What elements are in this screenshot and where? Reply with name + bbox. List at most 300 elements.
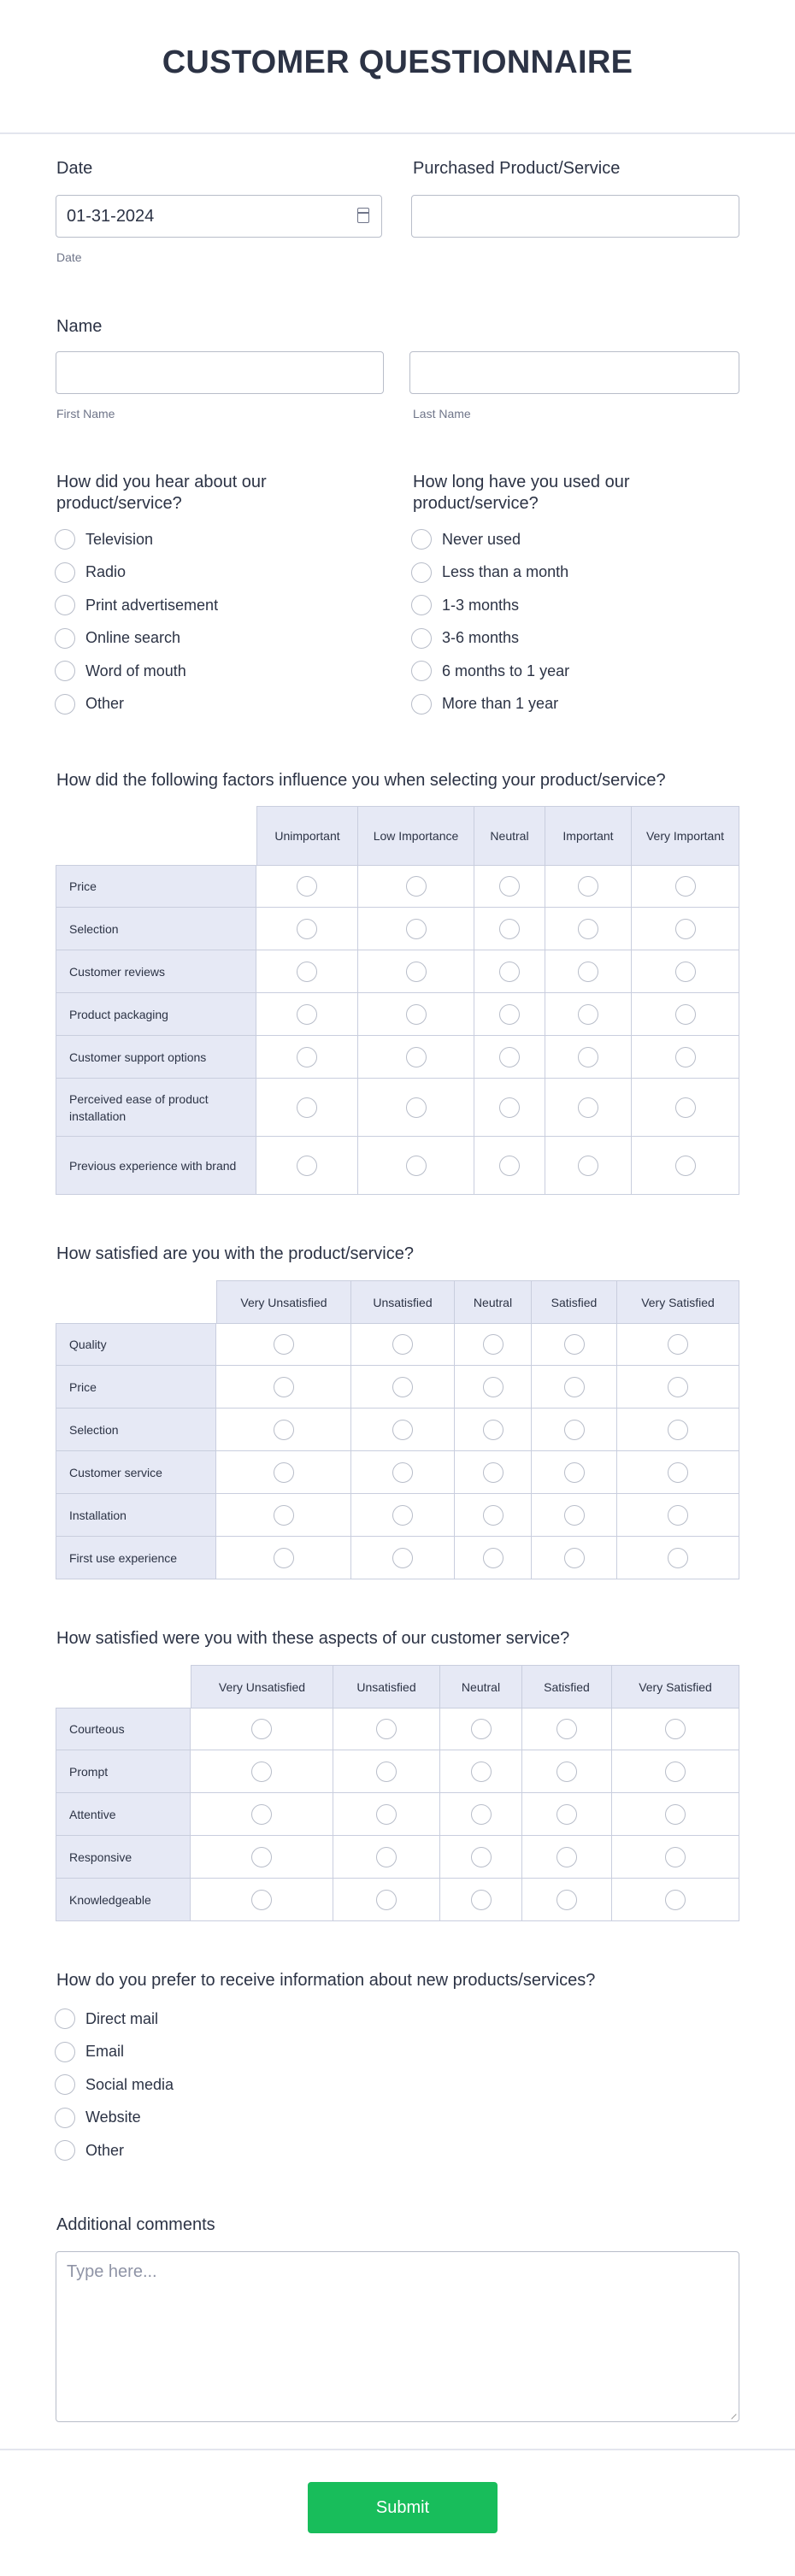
matrix-cell[interactable]: [474, 1036, 545, 1079]
matrix-cell[interactable]: [455, 1494, 532, 1537]
heard-options: [55, 523, 218, 720]
matrix-row-label: Selection: [56, 1409, 216, 1451]
radio-option[interactable]: [411, 523, 569, 556]
radio-circle-icon[interactable]: [392, 1377, 413, 1397]
matrix-row-label: Responsive: [56, 1836, 191, 1879]
matrix-cell[interactable]: [351, 1537, 455, 1579]
radio-circle-icon[interactable]: [499, 962, 520, 982]
radio-circle-icon[interactable]: [297, 962, 317, 982]
matrix-cell[interactable]: [545, 908, 632, 950]
matrix-row-label: Customer support options: [56, 1036, 256, 1079]
matrix-cell[interactable]: [455, 1451, 532, 1494]
radio-circle-icon[interactable]: [564, 1548, 585, 1568]
radio-circle-icon[interactable]: [556, 1804, 577, 1825]
radio-option[interactable]: [55, 688, 218, 721]
radio-circle-icon[interactable]: [55, 694, 75, 715]
radio-option-label: Website: [85, 2108, 141, 2126]
info-options: [55, 2003, 174, 2167]
matrix-cell[interactable]: [474, 1137, 545, 1195]
radio-option[interactable]: [55, 556, 218, 590]
matrix-cell[interactable]: [256, 950, 358, 993]
radio-circle-icon[interactable]: [392, 1420, 413, 1440]
matrix-cell[interactable]: [522, 1793, 612, 1836]
matrix-cell[interactable]: [440, 1879, 522, 1921]
radio-option[interactable]: [411, 589, 569, 622]
date-value: 01-31-2024: [67, 207, 155, 226]
matrix-header-row: [56, 806, 739, 865]
radio-option[interactable]: [55, 2134, 174, 2167]
matrix-column-header: Neutral: [440, 1665, 522, 1708]
radio-circle-icon[interactable]: [675, 1156, 696, 1176]
matrix-cell[interactable]: [216, 1537, 351, 1579]
matrix-cell[interactable]: [351, 1409, 455, 1451]
radio-circle-icon[interactable]: [297, 1004, 317, 1025]
matrix-cell[interactable]: [440, 1836, 522, 1879]
radio-circle-icon[interactable]: [499, 1047, 520, 1067]
submit-button[interactable]: Submit: [308, 2482, 498, 2533]
product-input[interactable]: [411, 195, 739, 238]
radio-option-label: Less than a month: [442, 563, 569, 581]
radio-circle-icon[interactable]: [578, 1097, 598, 1118]
radio-circle-icon[interactable]: [274, 1377, 294, 1397]
matrix-cell[interactable]: [632, 908, 739, 950]
matrix-cell[interactable]: [545, 950, 632, 993]
radio-option[interactable]: [55, 655, 218, 688]
matrix-column-header: Unsatisfied: [333, 1665, 440, 1708]
radio-option-label: Print advertisement: [85, 596, 219, 614]
radio-circle-icon[interactable]: [411, 694, 432, 715]
matrix-cell[interactable]: [358, 993, 474, 1036]
radio-circle-icon[interactable]: [392, 1505, 413, 1526]
radio-circle-icon[interactable]: [251, 1890, 272, 1910]
matrix-cell[interactable]: [191, 1879, 333, 1921]
matrix-cell[interactable]: [216, 1366, 351, 1409]
matrix-cell[interactable]: [612, 1836, 739, 1879]
matrix-cell[interactable]: [632, 950, 739, 993]
radio-option-label: Radio: [85, 563, 127, 581]
radio-circle-icon[interactable]: [274, 1462, 294, 1483]
radio-option-label: More than 1 year: [442, 695, 559, 713]
radio-circle-icon[interactable]: [406, 876, 427, 897]
matrix-row-label: Customer reviews: [56, 950, 256, 993]
matrix-cell[interactable]: [532, 1366, 617, 1409]
matrix-cell[interactable]: [612, 1750, 739, 1793]
matrix-row-label: Previous experience with brand: [56, 1137, 256, 1195]
radio-circle-icon[interactable]: [483, 1377, 504, 1397]
matrix-cell[interactable]: [545, 1036, 632, 1079]
radio-circle-icon[interactable]: [668, 1377, 688, 1397]
radio-circle-icon[interactable]: [55, 2140, 75, 2161]
last-name-input[interactable]: [409, 351, 739, 394]
matrix-cell[interactable]: [191, 1836, 333, 1879]
radio-circle-icon[interactable]: [668, 1462, 688, 1483]
matrix-cell[interactable]: [612, 1708, 739, 1750]
matrix-1-question: How did the following factors influence you when selecting your product/service?: [56, 771, 666, 790]
radio-circle-icon[interactable]: [556, 1890, 577, 1910]
matrix-header-row: [56, 1280, 739, 1323]
radio-circle-icon[interactable]: [251, 1761, 272, 1782]
matrix-cell[interactable]: [351, 1451, 455, 1494]
matrix-cell[interactable]: [532, 1494, 617, 1537]
radio-option-label: Word of mouth: [85, 662, 186, 679]
radio-circle-icon[interactable]: [471, 1761, 492, 1782]
matrix-cell[interactable]: [216, 1494, 351, 1537]
radio-circle-icon[interactable]: [564, 1505, 585, 1526]
matrix-cell[interactable]: [532, 1409, 617, 1451]
radio-circle-icon[interactable]: [483, 1334, 504, 1355]
radio-circle-icon[interactable]: [483, 1420, 504, 1440]
matrix-cell[interactable]: [333, 1750, 440, 1793]
radio-circle-icon[interactable]: [297, 1097, 317, 1118]
matrix-column-header: Low Importance: [358, 806, 474, 865]
matrix-row: [56, 1451, 739, 1494]
radio-option-label: Direct mail: [85, 2009, 159, 2027]
radio-circle-icon[interactable]: [668, 1420, 688, 1440]
radio-circle-icon[interactable]: [376, 1804, 397, 1825]
matrix-cell[interactable]: [358, 950, 474, 993]
matrix-cell[interactable]: [333, 1708, 440, 1750]
matrix-cell[interactable]: [256, 993, 358, 1036]
matrix-cell[interactable]: [545, 993, 632, 1036]
matrix-row: [56, 1036, 739, 1079]
matrix-row: [56, 908, 739, 950]
radio-circle-icon[interactable]: [499, 1004, 520, 1025]
radio-circle-icon[interactable]: [471, 1847, 492, 1867]
radio-circle-icon[interactable]: [411, 529, 432, 550]
matrix-row-label: Price: [56, 865, 256, 908]
product-satisfaction-matrix: [56, 1280, 739, 1579]
radio-option[interactable]: [411, 556, 569, 590]
matrix-cell[interactable]: [474, 993, 545, 1036]
matrix-3-question: How satisfied were you with these aspects of our customer service?: [56, 1629, 570, 1648]
comments-label: Additional comments: [56, 2215, 215, 2234]
comments-textarea[interactable]: [56, 2251, 739, 2422]
service-satisfaction-matrix: [56, 1665, 739, 1921]
matrix-cell[interactable]: [351, 1494, 455, 1537]
matrix-row-label: Courteous: [56, 1708, 191, 1750]
calendar-icon[interactable]: [357, 208, 369, 223]
matrix-cell[interactable]: [358, 1079, 474, 1137]
radio-circle-icon[interactable]: [406, 1097, 427, 1118]
radio-circle-icon[interactable]: [274, 1548, 294, 1568]
matrix-cell[interactable]: [358, 865, 474, 908]
radio-circle-icon[interactable]: [675, 1047, 696, 1067]
radio-circle-icon[interactable]: [675, 919, 696, 939]
radio-circle-icon[interactable]: [392, 1462, 413, 1483]
radio-option[interactable]: [55, 2102, 174, 2135]
matrix-column-header: Satisfied: [522, 1665, 612, 1708]
matrix-cell[interactable]: [617, 1537, 739, 1579]
matrix-cell[interactable]: [358, 1036, 474, 1079]
matrix-cell[interactable]: [532, 1451, 617, 1494]
radio-option-label: Online search: [85, 629, 181, 647]
radio-circle-icon[interactable]: [499, 1156, 520, 1176]
radio-circle-icon[interactable]: [411, 595, 432, 615]
radio-option-label: Never used: [442, 530, 521, 548]
matrix-row: [56, 1793, 739, 1836]
matrix-cell[interactable]: [474, 865, 545, 908]
matrix-cell[interactable]: [632, 1036, 739, 1079]
radio-circle-icon[interactable]: [55, 595, 75, 615]
radio-circle-icon[interactable]: [411, 628, 432, 649]
radio-circle-icon[interactable]: [556, 1719, 577, 1739]
matrix-cell[interactable]: [216, 1409, 351, 1451]
matrix-cell[interactable]: [522, 1879, 612, 1921]
matrix-cell[interactable]: [440, 1793, 522, 1836]
radio-circle-icon[interactable]: [55, 529, 75, 550]
radio-option[interactable]: [411, 688, 569, 721]
radio-circle-icon[interactable]: [564, 1377, 585, 1397]
radio-circle-icon[interactable]: [274, 1505, 294, 1526]
radio-circle-icon[interactable]: [471, 1804, 492, 1825]
matrix-cell[interactable]: [522, 1708, 612, 1750]
radio-circle-icon[interactable]: [392, 1548, 413, 1568]
radio-circle-icon[interactable]: [578, 962, 598, 982]
matrix-cell[interactable]: [474, 950, 545, 993]
matrix-cell[interactable]: [617, 1366, 739, 1409]
matrix-cell[interactable]: [632, 1079, 739, 1137]
matrix-cell[interactable]: [216, 1451, 351, 1494]
matrix-cell[interactable]: [632, 1137, 739, 1195]
radio-circle-icon[interactable]: [297, 876, 317, 897]
matrix-cell[interactable]: [522, 1750, 612, 1793]
radio-circle-icon[interactable]: [55, 2074, 75, 2095]
radio-circle-icon[interactable]: [55, 2042, 75, 2062]
radio-circle-icon[interactable]: [55, 628, 75, 649]
last-name-sublabel: Last Name: [413, 407, 471, 421]
matrix-row-label: Quality: [56, 1323, 216, 1366]
matrix-cell[interactable]: [632, 993, 739, 1036]
radio-circle-icon[interactable]: [675, 962, 696, 982]
matrix-header-row: [56, 1665, 739, 1708]
radio-circle-icon[interactable]: [406, 1156, 427, 1176]
radio-circle-icon[interactable]: [668, 1505, 688, 1526]
radio-circle-icon[interactable]: [578, 919, 598, 939]
radio-circle-icon[interactable]: [578, 876, 598, 897]
matrix-cell[interactable]: [617, 1323, 739, 1366]
resize-handle-icon[interactable]: [727, 2409, 736, 2419]
matrix-row: [56, 1409, 739, 1451]
matrix-cell[interactable]: [351, 1366, 455, 1409]
first-name-input[interactable]: [56, 351, 384, 394]
matrix-cell[interactable]: [617, 1451, 739, 1494]
radio-circle-icon[interactable]: [499, 919, 520, 939]
radio-circle-icon[interactable]: [471, 1719, 492, 1739]
matrix-row-label: Customer service: [56, 1451, 216, 1494]
radio-circle-icon[interactable]: [483, 1505, 504, 1526]
matrix-cell[interactable]: [440, 1750, 522, 1793]
product-label: Purchased Product/Service: [413, 159, 621, 178]
date-sublabel: Date: [56, 250, 82, 264]
matrix-row-label: Installation: [56, 1494, 216, 1537]
comments-placeholder: Type here...: [67, 2262, 157, 2281]
matrix-column-header: Very Unsatisfied: [216, 1280, 351, 1323]
radio-circle-icon[interactable]: [411, 661, 432, 681]
matrix-corner: [56, 806, 256, 865]
matrix-column-header: Neutral: [455, 1280, 532, 1323]
radio-option[interactable]: [411, 655, 569, 688]
radio-circle-icon[interactable]: [392, 1334, 413, 1355]
matrix-cell[interactable]: [545, 1137, 632, 1195]
radio-option-label: Other: [85, 695, 125, 713]
matrix-cell[interactable]: [358, 908, 474, 950]
first-name-sublabel: First Name: [56, 407, 115, 421]
radio-circle-icon[interactable]: [665, 1890, 686, 1910]
radio-circle-icon[interactable]: [274, 1420, 294, 1440]
matrix-cell[interactable]: [216, 1323, 351, 1366]
radio-circle-icon[interactable]: [675, 1004, 696, 1025]
matrix-cell[interactable]: [191, 1793, 333, 1836]
matrix-cell[interactable]: [256, 1036, 358, 1079]
matrix-cell[interactable]: [455, 1409, 532, 1451]
matrix-cell[interactable]: [522, 1836, 612, 1879]
radio-circle-icon[interactable]: [675, 876, 696, 897]
matrix-cell[interactable]: [545, 865, 632, 908]
radio-circle-icon[interactable]: [578, 1156, 598, 1176]
matrix-row: [56, 1537, 739, 1579]
matrix-cell[interactable]: [612, 1793, 739, 1836]
radio-circle-icon[interactable]: [665, 1719, 686, 1739]
radio-circle-icon[interactable]: [406, 962, 427, 982]
matrix-cell[interactable]: [333, 1879, 440, 1921]
radio-circle-icon[interactable]: [251, 1847, 272, 1867]
matrix-corner: [56, 1280, 216, 1323]
matrix-cell[interactable]: [455, 1323, 532, 1366]
radio-circle-icon[interactable]: [274, 1334, 294, 1355]
name-label: Name: [56, 317, 103, 336]
radio-circle-icon[interactable]: [578, 1047, 598, 1067]
matrix-cell[interactable]: [256, 1137, 358, 1195]
radio-circle-icon[interactable]: [297, 1156, 317, 1176]
radio-circle-icon[interactable]: [55, 661, 75, 681]
radio-option-label: Social media: [85, 2075, 174, 2093]
matrix-row: [56, 1366, 739, 1409]
radio-circle-icon[interactable]: [564, 1334, 585, 1355]
radio-circle-icon[interactable]: [665, 1847, 686, 1867]
radio-circle-icon[interactable]: [578, 1004, 598, 1025]
matrix-cell[interactable]: [617, 1409, 739, 1451]
matrix-cell[interactable]: [545, 1079, 632, 1137]
radio-circle-icon[interactable]: [483, 1462, 504, 1483]
matrix-row: [56, 993, 739, 1036]
radio-circle-icon[interactable]: [55, 2008, 75, 2029]
radio-circle-icon[interactable]: [376, 1890, 397, 1910]
radio-circle-icon[interactable]: [406, 919, 427, 939]
radio-option[interactable]: [55, 589, 218, 622]
radio-circle-icon[interactable]: [665, 1761, 686, 1782]
matrix-row-label: Knowledgeable: [56, 1879, 191, 1921]
matrix-cell[interactable]: [455, 1537, 532, 1579]
radio-circle-icon[interactable]: [297, 1047, 317, 1067]
matrix-cell[interactable]: [617, 1494, 739, 1537]
matrix-cell[interactable]: [612, 1879, 739, 1921]
radio-circle-icon[interactable]: [251, 1719, 272, 1739]
radio-option-label: 3-6 months: [442, 629, 520, 647]
radio-circle-icon[interactable]: [665, 1804, 686, 1825]
matrix-corner: [56, 1665, 191, 1708]
radio-circle-icon[interactable]: [406, 1004, 427, 1025]
radio-circle-icon[interactable]: [251, 1804, 272, 1825]
radio-circle-icon[interactable]: [564, 1420, 585, 1440]
matrix-cell[interactable]: [632, 865, 739, 908]
matrix-column-header: Unimportant: [256, 806, 358, 865]
radio-circle-icon[interactable]: [55, 562, 75, 583]
matrix-2-question: How satisfied are you with the product/service?: [56, 1244, 414, 1263]
radio-option[interactable]: [55, 523, 218, 556]
matrix-row: [56, 1708, 739, 1750]
radio-option[interactable]: [55, 622, 218, 656]
matrix-column-header: Satisfied: [532, 1280, 617, 1323]
matrix-cell[interactable]: [455, 1366, 532, 1409]
radio-option-label: Email: [85, 2043, 125, 2061]
matrix-cell[interactable]: [256, 1079, 358, 1137]
radio-circle-icon[interactable]: [297, 919, 317, 939]
matrix-row: [56, 1879, 739, 1921]
radio-circle-icon[interactable]: [376, 1761, 397, 1782]
radio-circle-icon[interactable]: [499, 1097, 520, 1118]
matrix-row-label: Product packaging: [56, 993, 256, 1036]
matrix-cell[interactable]: [532, 1537, 617, 1579]
matrix-cell[interactable]: [256, 865, 358, 908]
matrix-cell[interactable]: [351, 1323, 455, 1366]
radio-circle-icon[interactable]: [564, 1462, 585, 1483]
matrix-column-header: Neutral: [474, 806, 545, 865]
radio-circle-icon[interactable]: [471, 1890, 492, 1910]
radio-circle-icon[interactable]: [675, 1097, 696, 1118]
radio-circle-icon[interactable]: [376, 1847, 397, 1867]
matrix-cell[interactable]: [191, 1750, 333, 1793]
radio-circle-icon[interactable]: [556, 1761, 577, 1782]
radio-circle-icon[interactable]: [668, 1548, 688, 1568]
matrix-row-label: Price: [56, 1366, 216, 1409]
matrix-column-header: Unsatisfied: [351, 1280, 455, 1323]
matrix-cell[interactable]: [474, 1079, 545, 1137]
radio-option[interactable]: [55, 2068, 174, 2102]
matrix-column-header: Very Unsatisfied: [191, 1665, 333, 1708]
matrix-row: [56, 1323, 739, 1366]
matrix-row-label: Prompt: [56, 1750, 191, 1793]
radio-circle-icon[interactable]: [483, 1548, 504, 1568]
radio-option[interactable]: [55, 2036, 174, 2069]
radio-circle-icon[interactable]: [668, 1334, 688, 1355]
matrix-column-header: Important: [545, 806, 632, 865]
matrix-cell[interactable]: [256, 908, 358, 950]
date-input[interactable]: [56, 195, 382, 238]
matrix-row: [56, 865, 739, 908]
matrix-cell[interactable]: [333, 1836, 440, 1879]
radio-circle-icon[interactable]: [499, 876, 520, 897]
matrix-column-header: Very Satisfied: [617, 1280, 739, 1323]
radio-circle-icon[interactable]: [55, 2108, 75, 2128]
radio-option-label: 6 months to 1 year: [442, 662, 570, 679]
info-question: How do you prefer to receive information about new products/services?: [56, 1971, 596, 1990]
radio-circle-icon[interactable]: [556, 1847, 577, 1867]
radio-circle-icon[interactable]: [411, 562, 432, 583]
matrix-row: [56, 1079, 739, 1137]
matrix-cell[interactable]: [358, 1137, 474, 1195]
matrix-cell[interactable]: [333, 1793, 440, 1836]
radio-circle-icon[interactable]: [406, 1047, 427, 1067]
matrix-row-label: Perceived ease of product installation: [56, 1079, 256, 1137]
matrix-cell[interactable]: [474, 908, 545, 950]
radio-circle-icon[interactable]: [376, 1719, 397, 1739]
matrix-column-header: Very Important: [632, 806, 739, 865]
radio-option[interactable]: [55, 2003, 174, 2036]
matrix-cell[interactable]: [191, 1708, 333, 1750]
matrix-cell[interactable]: [440, 1708, 522, 1750]
radio-option[interactable]: [411, 622, 569, 656]
matrix-cell[interactable]: [532, 1323, 617, 1366]
